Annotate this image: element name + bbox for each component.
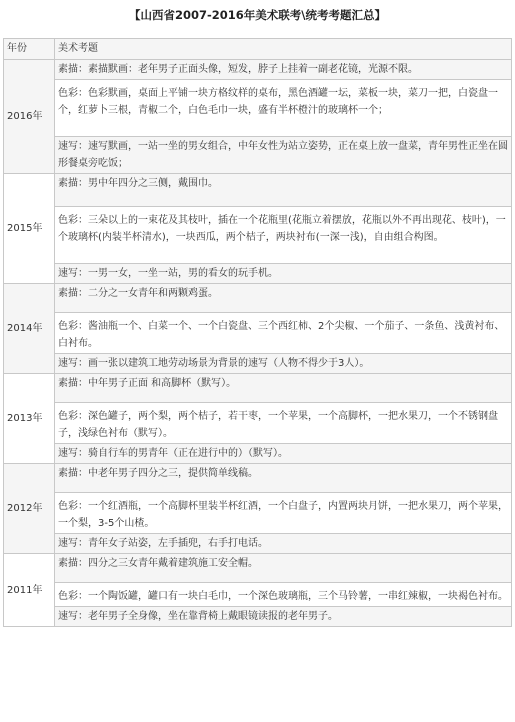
table-row [4, 80, 512, 137]
sketch-cell: 素描：中老年男子四分之三，提供简单线稿。 [55, 464, 512, 493]
header-topic: 美术考题 [55, 39, 512, 60]
exam-table [3, 38, 512, 627]
sketch-cell: 素描：男中年四分之三侧，戴围巾。 [55, 174, 512, 207]
table-row [4, 60, 512, 80]
year-cell: 2011年 [4, 554, 55, 627]
table-row [4, 464, 512, 493]
table-row [4, 534, 512, 554]
year-cell: 2014年 [4, 284, 55, 374]
quick-cell: 速写：速写默画，一站一坐的男女组合，中年女性为站立姿势，正在桌上放一盘菜，青年男性正坐在圆形餐桌旁吃饭； [55, 137, 512, 174]
table-row [4, 354, 512, 374]
color-cell: 色彩：一个红酒瓶，一个高脚杯里装半杯红酒，一个白盘子，内置两块月饼，一把水果刀，两个苹果，一个梨，3-5个山楂。 [55, 493, 512, 534]
year-cell: 2015年 [4, 174, 55, 284]
color-cell: 色彩：酱油瓶一个、白菜一个、一个白瓷盘、三个西红柿、2个尖椒、一个茄子、一条鱼、浅黄衬布、白衬布。 [55, 313, 512, 354]
quick-cell: 速写：一男一女，一坐一站，男的看女的玩手机。 [55, 264, 512, 284]
table-row [4, 583, 512, 607]
table-row [4, 554, 512, 583]
sketch-cell: 素描：中年男子正面 和高脚杯（默写）。 [55, 374, 512, 403]
color-cell: 色彩：一个陶饭罐，罐口有一块白毛巾，一个深色玻璃瓶，三个马铃薯，一串红辣椒，一块褐色衬布。 [55, 583, 512, 607]
header-year: 年份 [4, 39, 55, 60]
table-row [4, 137, 512, 174]
sketch-cell: 素描：素描默画：老年男子正面头像，短发，脖子上挂着一副老花镜，光源不限。 [55, 60, 512, 80]
table-row [4, 403, 512, 444]
table-row [4, 207, 512, 264]
year-cell: 2013年 [4, 374, 55, 464]
table-row [4, 493, 512, 534]
table-row [4, 174, 512, 207]
table-row [4, 264, 512, 284]
quick-cell: 速写：青年女子站姿，左手插兜，右手打电话。 [55, 534, 512, 554]
sketch-cell: 素描：四分之三女青年戴着建筑施工安全帽。 [55, 554, 512, 583]
color-cell: 色彩：深色罐子，两个梨，两个桔子，若干枣，一个苹果，一个高脚杯，一把水果刀，一个不锈钢盘子，浅绿色衬布（默写）。 [55, 403, 512, 444]
year-cell: 2012年 [4, 464, 55, 554]
table-row [4, 374, 512, 403]
quick-cell: 速写：画一张以建筑工地劳动场景为背景的速写（人物不得少于3人）。 [55, 354, 512, 374]
color-cell: 色彩：色彩默画，桌面上平铺一块方格纹样的桌布，黑色酒罐一坛，菜板一块，菜刀一把，白瓷盘一个，红萝卜三根，青椒二个，白色毛巾一块，盛有半杯橙汁的玻璃杯一个； [55, 80, 512, 137]
color-cell: 色彩：三朵以上的一束花及其枝叶，插在一个花瓶里(花瓶立着摆放，花瓶以外不再出现花、枝叶)，一个玻璃杯(内装半杯清水)，一块西瓜，两个桔子，两块衬布(一深一浅)，自由组合构图。 [55, 207, 512, 264]
table-row [4, 444, 512, 464]
table-row [4, 284, 512, 313]
quick-cell: 速写：骑自行车的男青年（正在进行中的）（默写）。 [55, 444, 512, 464]
table-row [4, 313, 512, 354]
sketch-cell: 素描：二分之一女青年和两颗鸡蛋。 [55, 284, 512, 313]
year-cell: 2016年 [4, 60, 55, 174]
quick-cell: 速写：老年男子全身像，坐在靠背椅上戴眼镜读报的老年男子。 [55, 607, 512, 627]
table-header-row [4, 39, 512, 60]
page-title: 【山西省2007-2016年美术联考\统考考题汇总】 [129, 8, 386, 22]
table-row [4, 607, 512, 627]
